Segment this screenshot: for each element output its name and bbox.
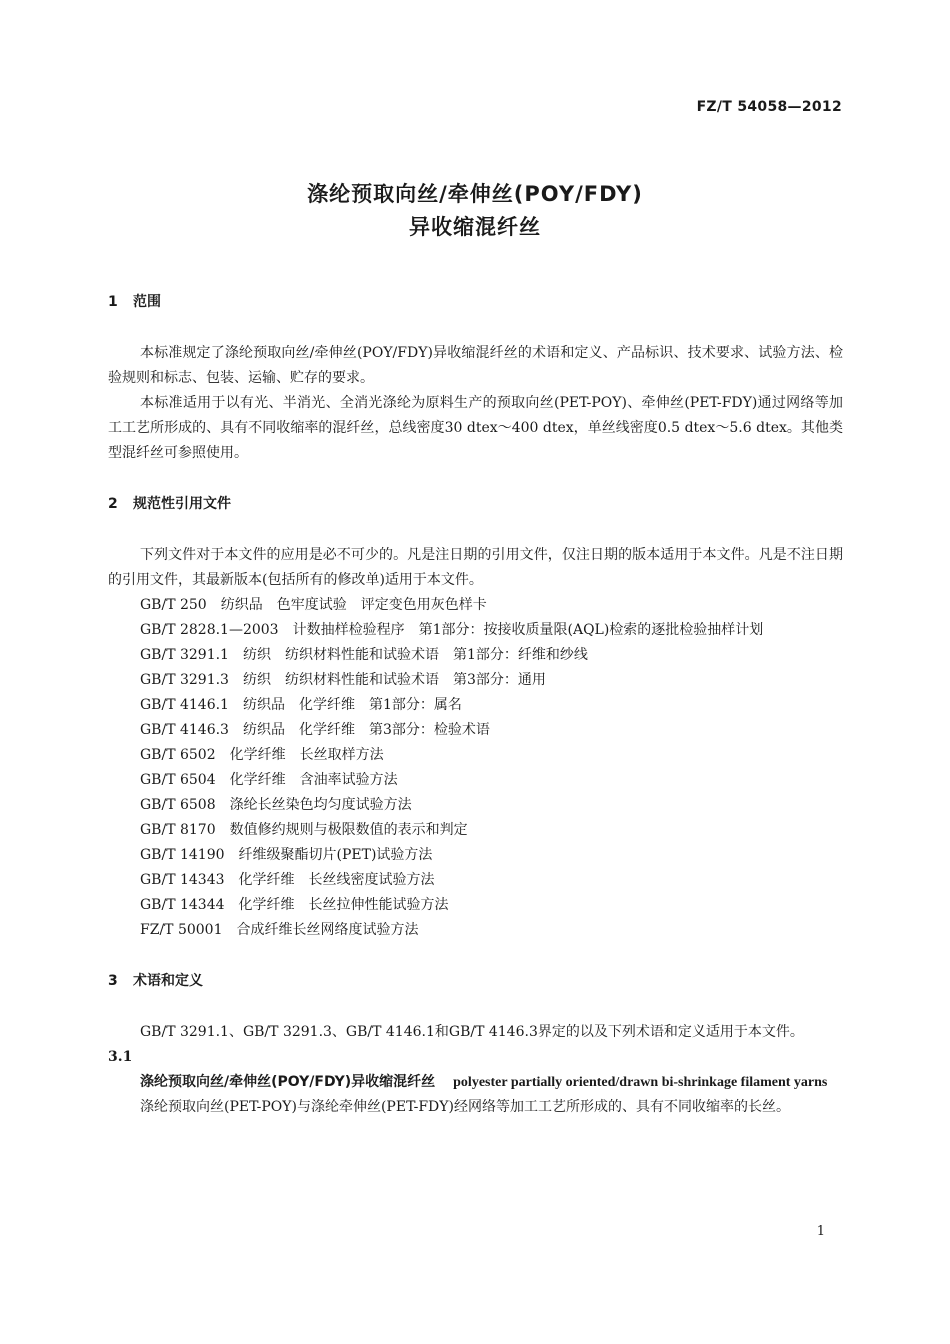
reference-item: GB/T 6504 化学纤维 含油率试验方法: [140, 772, 398, 788]
reference-item: FZ/T 50001 合成纤维长丝网络度试验方法: [140, 922, 419, 938]
section-title: 规范性引用文件: [133, 496, 231, 512]
section-1-heading: [108, 290, 843, 315]
reference-item: GB/T 4146.1 纺织品 化学纤维 第1部分：属名: [140, 697, 462, 713]
reference-item: GB/T 6508 涤纶长丝染色均匀度试验方法: [140, 797, 412, 813]
section-number: 2: [108, 496, 118, 512]
section-title: 范围: [133, 294, 161, 310]
section-title: 术语和定义: [133, 973, 203, 989]
reference-item: GB/T 6502 化学纤维 长丝取样方法: [140, 747, 384, 763]
reference-item: GB/T 14343 化学纤维 长丝线密度试验方法: [140, 872, 435, 888]
section-3-heading: [108, 969, 843, 994]
title-line-1: 涤纶预取向丝/牵伸丝(POY/FDY): [307, 182, 643, 206]
section-number: 1: [108, 294, 118, 310]
reference-item: GB/T 3291.3 纺织 纺织材料性能和试验术语 第3部分：通用: [140, 672, 546, 688]
document-title: [0, 178, 950, 244]
clause-number: 3.1: [108, 1049, 133, 1065]
term-definition: 涤纶预取向丝(PET-POY)与涤纶牵伸丝(PET-FDY)经网络等加工工艺所形成的、具有不同收缩率的长丝。: [140, 1099, 790, 1115]
section-1-paragraph: 本标准规定了涤纶预取向丝/牵伸丝(POY/FDY)异收缩混纤丝的术语和定义、产品标识、技术要求、试验方法、检验规则和标志、包装、运输、贮存的要求。: [108, 345, 843, 386]
document-body: [108, 290, 843, 1120]
term-entry: [108, 1070, 843, 1095]
term-chinese: 涤纶预取向丝/牵伸丝(POY/FDY)异收缩混纤丝: [140, 1074, 436, 1090]
reference-item: GB/T 14344 化学纤维 长丝拉伸性能试验方法: [140, 897, 449, 913]
reference-item: GB/T 250 纺织品 色牢度试验 评定变色用灰色样卡: [140, 597, 487, 613]
term-english: polyester partially oriented/drawn bi-shrinkage filament yarns: [453, 1075, 828, 1090]
section-3-intro: GB/T 3291.1、GB/T 3291.3、GB/T 4146.1和GB/T 4146.3界定的以及下列术语和定义适用于本文件。: [140, 1024, 804, 1040]
reference-item: GB/T 8170 数值修约规则与极限数值的表示和判定: [140, 822, 468, 838]
section-number: 3: [108, 973, 118, 989]
title-line-2: 异收缩混纤丝: [409, 215, 541, 239]
standard-code: FZ/T 54058—2012: [696, 99, 842, 115]
reference-item: GB/T 4146.3 纺织品 化学纤维 第3部分：检验术语: [140, 722, 490, 738]
section-1-paragraph: 本标准适用于以有光、半消光、全消光涤纶为原料生产的预取向丝(PET-POY)、牵伸丝(PET-FDY)通过网络等加工工艺所形成的、具有不同收缩率的混纤丝，总线密度30 dtex～400 dtex，单丝线密度0.5 dtex～5.6 dtex。其他类型混纤丝可参照使用。: [108, 395, 843, 461]
section-2-intro: 下列文件对于本文件的应用是必不可少的。凡是注日期的引用文件，仅注日期的版本适用于本文件。凡是不注日期的引用文件，其最新版本(包括所有的修改单)适用于本文件。: [108, 547, 843, 588]
reference-item: GB/T 3291.1 纺织 纺织材料性能和试验术语 第1部分：纤维和纱线: [140, 647, 588, 663]
section-2-heading: [108, 492, 843, 517]
reference-item: GB/T 14190 纤维级聚酯切片(PET)试验方法: [140, 847, 433, 863]
reference-item: GB/T 2828.1—2003 计数抽样检验程序 第1部分：按接收质量限(AQL)检索的逐批检验抽样计划: [140, 622, 764, 638]
page-number: 1: [816, 1224, 825, 1239]
